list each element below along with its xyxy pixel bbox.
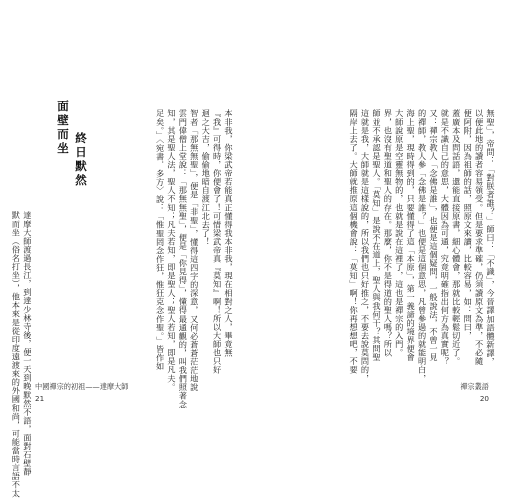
text-line: 雲門偉僧上堂說：「那無無聖」，便是「你見得」，懂得最通觀的，叫我們照著念 <box>178 109 189 409</box>
right-page <box>260 0 520 500</box>
text-line: 隔岸上去了。大師就推原這個機會說：「莫知」啊！你再想想吧，不要 <box>349 109 360 375</box>
running-title: 禪宗叢語 <box>460 382 489 391</box>
section-heading-2: 終日默然 <box>74 132 88 188</box>
text-line: 海上聖，現時得到的，只要懂得了這「本原」，第一義諦的境界便會 <box>406 109 417 362</box>
right-page-body <box>348 109 496 383</box>
text-line: 就是不識自己的意思，大體因為可通，究竟明確指出何方為真實呢？ <box>440 109 451 366</box>
section-heading-1: 面壁而坐 <box>56 100 70 156</box>
running-title: 中國禪宗的初祖——達摩大師 <box>35 382 129 391</box>
text-line: 界，也沒有聖道和聖人的存在。那麼，你不是得道的聖人嗎？所以 <box>383 109 394 357</box>
text-line: 達摩大師渡過長江，到達少林寺後，便一天到晚默然不語，面對石壁靜 <box>22 211 33 477</box>
text-line: 的禪師，教人參「念佛是誰？」也便是這個意思，凡曾參過的就能明白， <box>417 109 428 383</box>
text-line: 便阿附，因為祖師的話，照原文來讀，比較容易，如：問曰， <box>463 109 474 340</box>
text-line: 足矣。」〈宛書．多方〉說：「惟聖罔念作狂，惟狂克念作聖。」皆作如 <box>155 109 166 371</box>
text-line: 蓋廣本及問話語，還能直接原書，細心體會，那就比較輕鬆切近了。 <box>451 109 462 366</box>
text-line: 默而坐（俗名打坐），他本來是從印度遠渡來的外國和尚，可能當時言語不太 <box>11 211 22 498</box>
text-line: 又：禪宗教人「念佛是誰」，也便是這個疑問，一般說法，不曾一見 <box>428 109 439 362</box>
text-line: 知，其是聖人法，聖人不知；凡夫若知，即是聖人；聖人若知，即是凡夫。 <box>166 109 177 392</box>
page-number: 21 <box>35 394 45 403</box>
text-line: 以便此地的讀者容易領受。但是要求準確，仍須讀原文為準，不必隨 <box>474 109 485 366</box>
text-line: 『我』可得時，你便會了！可惜梁武帝真『莫知』啊！所以大師也只好 <box>212 109 223 375</box>
left-page-body-bottom <box>10 211 33 498</box>
left-page-body-top <box>154 109 234 409</box>
text-line: 無聖」，帝問：「對朕者誰？」師曰：「不識」，今晉譯加語體新譯， <box>486 109 496 366</box>
text-line: 這就是我，大師就是這樣說的，所以我們也只好推之，不要去說莫問的， <box>360 109 371 383</box>
text-line: 本非我，你梁武帝若能真正懂得我本非我，現在相對之人，畢竟無 <box>224 109 234 357</box>
page-number: 20 <box>479 394 489 403</box>
text-line: 大師說原是空靈無物的，也就是說在這裡了，這也是禪宗的入門。 <box>394 109 405 357</box>
left-page-footer <box>35 382 128 403</box>
text-line: 迴之大吉，偷偷地暗自渡江北去了！ <box>201 109 212 246</box>
right-page-footer <box>460 382 489 403</box>
text-line: 智者「那無無聖」，便是「非聖」，懂得這四字的深意，又何必蒼蒼茫茫地說 <box>189 109 200 392</box>
text-line: 師並不承認是聖人。「莫知」是說不在道上，聖人與我何干？其問聖 <box>371 109 382 362</box>
